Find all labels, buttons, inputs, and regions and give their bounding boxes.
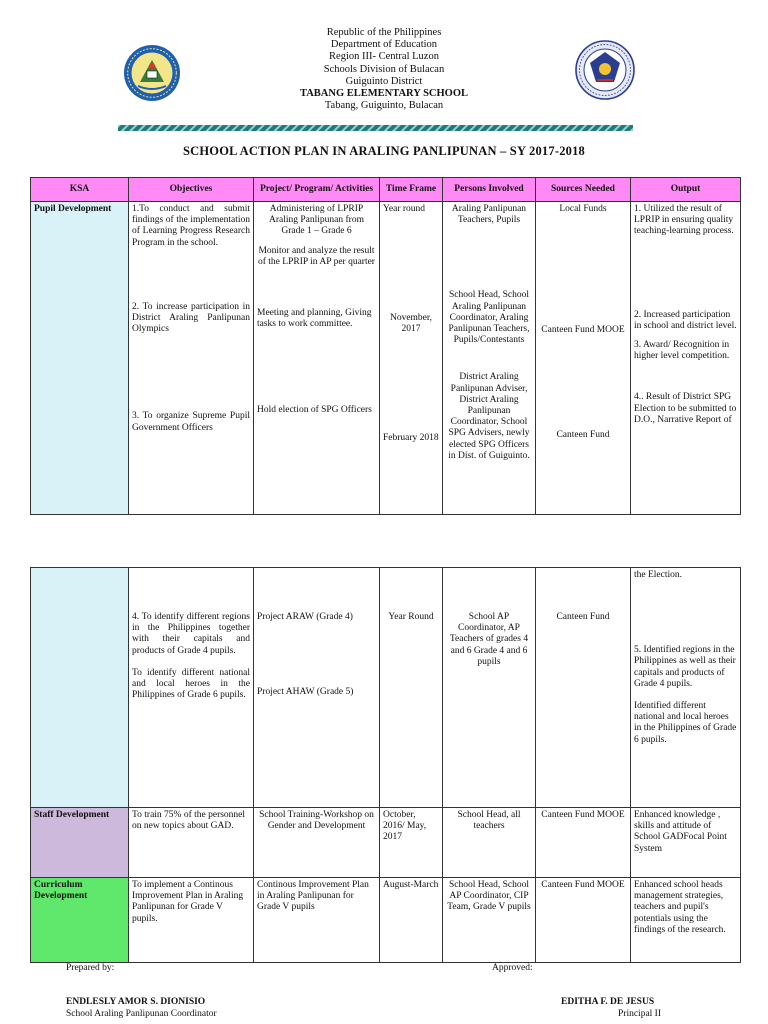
school-seal-icon (123, 44, 181, 102)
action-plan-table-part-1 (30, 177, 741, 515)
header-divider (118, 125, 633, 131)
output-4-cont: the Election. (634, 570, 683, 580)
table-row-curriculum-development (31, 878, 741, 963)
activity-4: Project ARAW (Grade 4) (257, 612, 353, 622)
output-3: 3. Award/ Recognition in higher level competition. (634, 340, 730, 362)
sources-needed-3: Canteen Fund (556, 430, 610, 441)
staff-time-frame: October, 2016/ May, 2017 (380, 808, 443, 878)
time-frame-2: November, 2017 (389, 313, 433, 335)
ksa-cell-curriculum-development (31, 878, 129, 963)
output-2: 2. Increased participation in school and district level. (634, 309, 737, 331)
output-4: 4.. Result of District SPG Election to be submitted to D.O., Narrative Report of (634, 392, 737, 425)
staff-activity: School Training-Workshop on Gender and Development (254, 808, 380, 878)
curriculum-output: Enhanced school heads management strategies, teachers and pupil's potentials using the findings of the research. (631, 878, 741, 963)
time-frame-1: Year round (383, 204, 426, 214)
objectives-cell (129, 202, 254, 515)
letterhead-line-5: Guiguinto District (345, 75, 423, 87)
school-address: Tabang, Guiguinto, Bulacan (324, 100, 444, 112)
prepared-by-label: Prepared by: (66, 963, 115, 973)
objective-5: To identify different national and local heroes in the Philippines of Grade 6 pupils. (132, 667, 250, 701)
curriculum-objective: To implement a Continous Improvement Plan in Araling Panlipunan for Grade V pupils. (129, 878, 254, 963)
ksa-label: Curriculum Development (34, 880, 88, 902)
preparer-title: School Araling Panlipunan Coordinator (66, 1009, 217, 1019)
ksa-cell-pupil-development (31, 202, 129, 515)
objective-4: 4. To identify different regions in the Philippines together with their capitals and products of Grade 4 pupils. (132, 612, 250, 656)
persons-involved-cell (443, 202, 536, 515)
output-1: 1. Utilized the result of LPRIP in ensuring quality teaching-learning process. (634, 204, 734, 237)
table-header-row (31, 178, 741, 202)
letterhead-line-2: Department of Education (330, 39, 438, 51)
activity-1b: Monitor and analyze the result of the LPRIP in AP per quarter (258, 245, 375, 267)
header-output: Output (631, 178, 741, 202)
staff-persons-involved: School Head, all teachers (443, 808, 536, 878)
approver-title: Principal II (618, 1009, 662, 1019)
header-activities: Project/ Program/ Activities (254, 178, 380, 202)
objectives-cell-cont (129, 568, 254, 808)
output-5: 5. Identified regions in the Philippines as well as their capitals and products of Grade 4 pupils. (634, 645, 736, 689)
ksa-label: Staff Development (34, 810, 110, 820)
table-row-staff-development (31, 808, 741, 878)
sources-needed-2: Canteen Fund MOOE (541, 325, 625, 336)
persons-involved-cell-cont (443, 568, 536, 808)
activities-cell-cont (254, 568, 380, 808)
letterhead-line-3: Region III- Central Luzon (329, 51, 439, 63)
sources-needed-cell-cont (536, 568, 631, 808)
sources-needed-1: Local Funds (559, 204, 607, 214)
curriculum-sources-needed: Canteen Fund MOOE (536, 878, 631, 963)
output-6: Identified different national and local heroes in the Philippines of Grade 6 pupils. (634, 701, 737, 745)
header-ksa: KSA (31, 178, 129, 202)
objective-2: 2. To increase participation in District Araling Panlipunan Olympics (132, 301, 250, 335)
activity-3: Hold election of SPG Officers (257, 405, 372, 416)
time-frame-cell-cont (380, 568, 443, 808)
objective-3: 3. To organize Supreme Pupil Government Officers (132, 411, 250, 433)
time-frame-4: Year Round (388, 612, 434, 622)
output-cell-cont (631, 568, 741, 808)
time-frame-cell (380, 202, 443, 515)
document-title: SCHOOL ACTION PLAN IN ARALING PANLIPUNAN – SY 2017-2018 (182, 144, 585, 158)
activity-1: Administering of LPRIP Araling Panlipunan from Grade 1 – Grade 6 (269, 204, 364, 237)
staff-objective: To train 75% of the personnel on new topics about GAD. (129, 808, 254, 878)
activity-2: Meeting and planning, Giving tasks to work committee. (257, 308, 372, 330)
letterhead-line-1: Republic of the Philippines (326, 27, 442, 38)
table-row-pupil-development (31, 202, 741, 515)
staff-sources-needed: Canteen Fund MOOE (536, 808, 631, 878)
curriculum-activity: Continous Improvement Plan in Araling Panlipunan for Grade V pupils (254, 878, 380, 963)
header-time-frame: Time Frame (380, 178, 443, 202)
activities-cell (254, 202, 380, 515)
header-sources-needed: Sources Needed (536, 178, 631, 202)
table-row-pupil-development-cont (31, 568, 741, 808)
output-cell (631, 202, 741, 515)
approved-label: Approved: (492, 963, 533, 973)
approver-name: EDITHA F. DE JESUS (561, 997, 655, 1007)
persons-involved-2: School Head, School Araling Panlipunan Coordinator, Araling Panlipunan Teachers, Pupils/Contestants (448, 290, 530, 346)
ksa-cell-staff-development (31, 808, 129, 878)
header-persons-involved: Persons Involved (443, 178, 536, 202)
ksa-cell-pupil-development-cont (31, 568, 129, 808)
school-name: TABANG ELEMENTARY SCHOOL (299, 88, 469, 100)
preparer-name: ENDLESLY AMOR S. DIONISIO (66, 997, 206, 1007)
curriculum-persons-involved: School Head, School AP Coordinator, CIP Team, Grade V pupils (443, 878, 536, 963)
deped-seal-icon (575, 40, 635, 100)
curriculum-time-frame: August-March (380, 878, 443, 963)
persons-involved-3: District Araling Panlipunan Adviser, District Araling Panlipunan Coordinator, School SPG Advisers, newly elected SPG Officers in Dist. of Guiguinto. (448, 372, 530, 461)
persons-involved-1: Araling Panlipunan Teachers, Pupils (451, 204, 527, 226)
ksa-label: Pupil Development (34, 204, 112, 214)
staff-output: Enhanced knowledge , skills and attitude of School GADFocal Point System (631, 808, 741, 878)
header-objectives: Objectives (129, 178, 254, 202)
time-frame-3: February 2018 (383, 432, 439, 443)
sources-needed-4: Canteen Fund (556, 612, 610, 622)
activity-5: Project AHAW (Grade 5) (257, 687, 354, 698)
sources-needed-cell (536, 202, 631, 515)
action-plan-table-part-2 (30, 567, 741, 963)
letterhead (0, 27, 768, 112)
letterhead-line-4: Schools Division of Bulacan (323, 63, 445, 75)
objective-1: 1.To conduct and submit findings of the implementation of Learning Progress Research Program in the school. (132, 204, 250, 248)
persons-involved-4: School AP Coordinator, AP Teachers of grades 4 and 6 Grade 4 and 6 pupils (449, 612, 529, 667)
